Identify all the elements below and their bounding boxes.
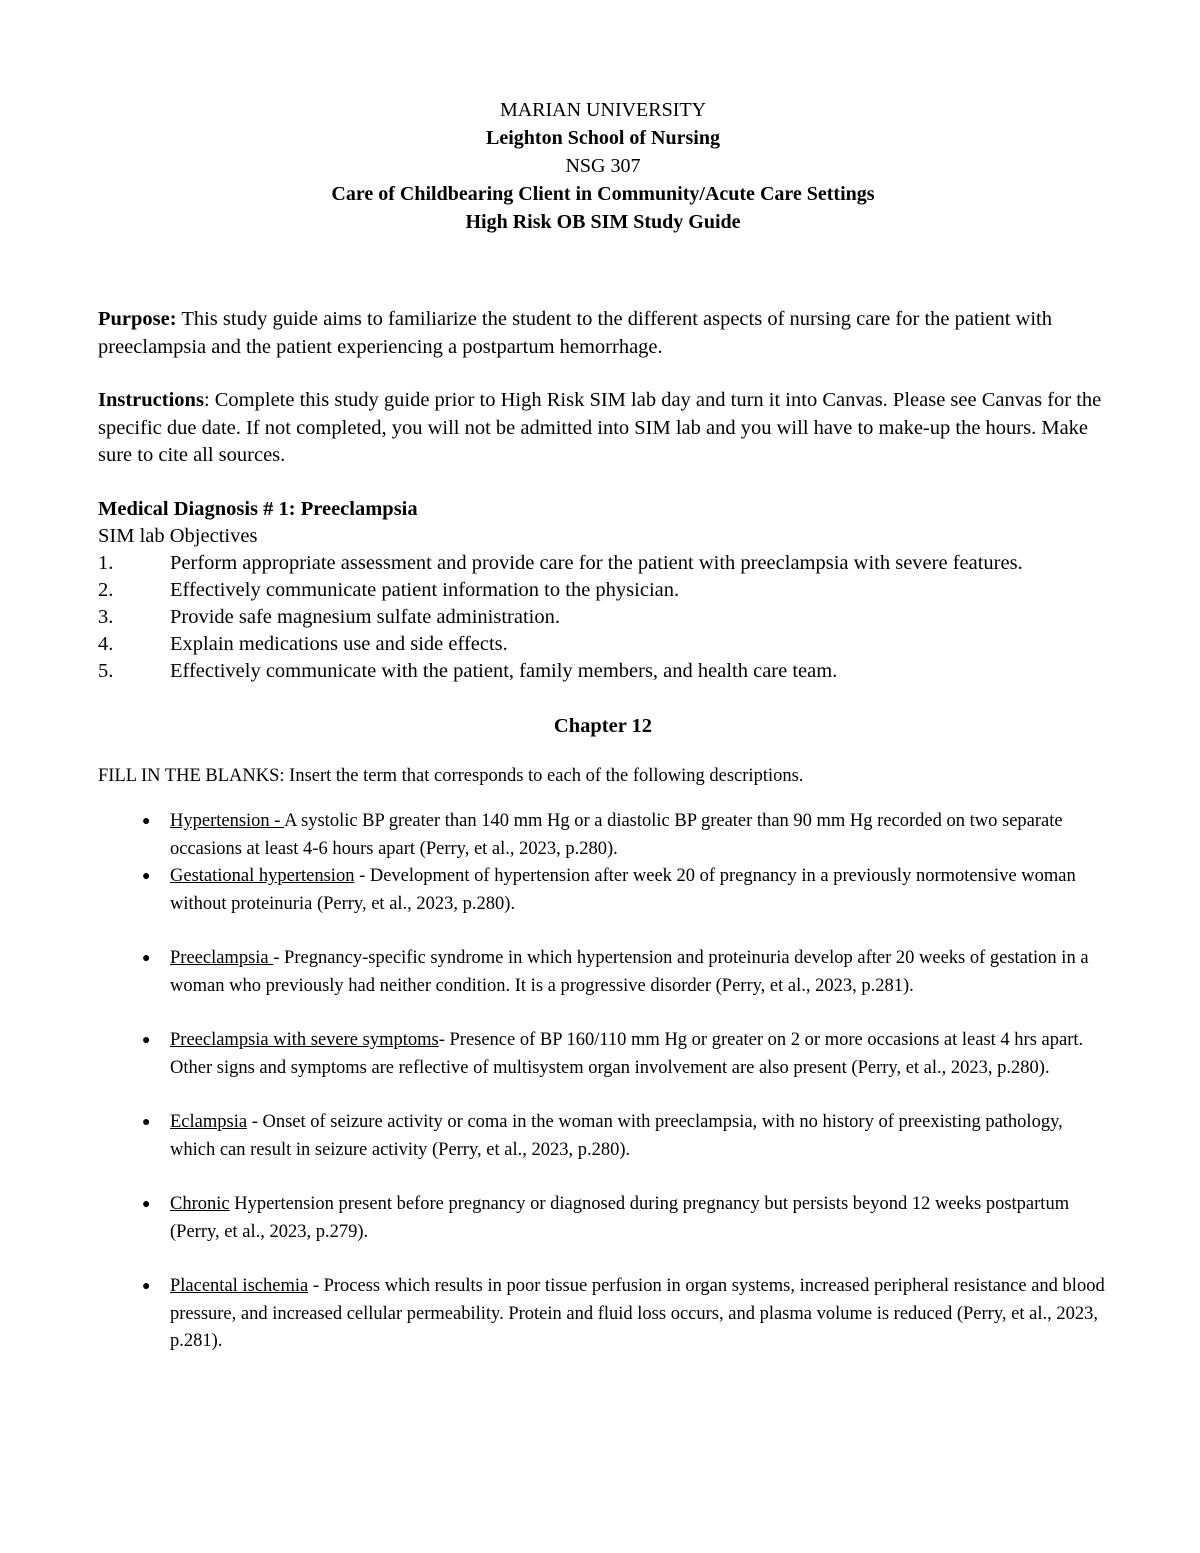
school-name: Leighton School of Nursing [486, 127, 720, 149]
term-item [98, 808, 1108, 863]
objective-text: Effectively communicate patient information to the physician. [170, 579, 680, 601]
bullet-icon: ● [142, 1033, 151, 1048]
objective-text: Perform appropriate assessment and provide care for the patient with preeclampsia with severe features. [170, 552, 1023, 574]
purpose-text: This study guide aims to familiarize the student to the different aspects of nursing care for the patient with preeclampsia and the patient experiencing a postpartum hemorrhage. [98, 308, 1052, 358]
purpose-label: Purpose: [98, 308, 177, 330]
objective-item [98, 604, 1108, 631]
term-answer: Eclampsia [170, 1112, 248, 1132]
instructions-text: : Complete this study guide prior to High Risk SIM lab day and turn it into Canvas. Please see Canvas for the specific due date. If not completed, you will not be admitted into SIM lab and you will have to make-up the hours. Make sure to cite all sources. [98, 389, 1102, 466]
course-code: NSG 307 [565, 155, 641, 177]
objectives-title: SIM lab Objectives [98, 525, 258, 547]
instructions-paragraph [98, 387, 1108, 470]
objective-number: 5. [98, 660, 114, 682]
term-answer: Gestational hypertension [170, 866, 355, 886]
term-item [98, 1273, 1108, 1356]
bullet-icon: ● [142, 1115, 151, 1130]
university-name: MARIAN UNIVERSITY [499, 99, 707, 121]
term-item [98, 1191, 1108, 1246]
bullet-icon: ● [142, 869, 151, 884]
fill-in-instructions: FILL IN THE BLANKS: Insert the term that corresponds to each of the following descriptions. [98, 766, 804, 786]
objective-number: 2. [98, 579, 114, 601]
bullet-icon: ● [142, 1197, 151, 1212]
objective-text: Provide safe magnesium sulfate administration. [170, 606, 560, 628]
terms-list [98, 808, 1108, 1356]
guide-title: High Risk OB SIM Study Guide [465, 211, 741, 233]
term-description: Hypertension present before pregnancy or diagnosed during pregnancy but persists beyond 12 weeks postpartum (Perry, et al., 2023, p.279). [170, 1194, 1070, 1242]
objective-item [98, 550, 1108, 577]
objective-text: Explain medications use and side effects. [170, 633, 508, 655]
term-description: - Development of hypertension after week 20 of pregnancy in a previously normotensive woman without proteinuria (Perry, et al., 2023, p.280). [170, 866, 1076, 914]
objective-item [98, 631, 1108, 658]
term-description: - Presence of BP 160/110 mm Hg or greater on 2 or more occasions at least 4 hrs apart. Other signs and symptoms are reflective of multisystem organ involvement are also present (Perry, et al., 2023, p.280). [170, 1030, 1084, 1078]
term-item [98, 1027, 1108, 1082]
term-item [98, 863, 1108, 918]
bullet-icon: ● [142, 951, 151, 966]
term-description: - Process which results in poor tissue perfusion in organ systems, increased peripheral resistance and blood pressure, and increased cellular permeability. Protein and fluid loss occurs, and plasma volume is reduced (Perry, et al., 2023, p.281). [170, 1276, 1105, 1351]
objective-number: 1. [98, 552, 114, 574]
purpose-paragraph [98, 306, 1108, 361]
document-header [98, 96, 1108, 236]
diagnosis-heading: Medical Diagnosis # 1: Preeclampsia [98, 497, 418, 520]
bullet-icon: ● [142, 1279, 151, 1294]
instructions-label: Instructions [98, 389, 204, 411]
objective-number: 3. [98, 606, 114, 628]
term-answer: Placental ischemia [170, 1276, 309, 1296]
term-answer: Chronic [170, 1194, 230, 1214]
term-description: - Pregnancy-specific syndrome in which hypertension and proteinuria develop after 20 weeks of gestation in a woman who previously had neither condition. It is a progressive disorder (Perry, et al., 2023, p.281). [170, 948, 1089, 996]
term-answer: Preeclampsia with severe symptoms [170, 1030, 439, 1050]
term-item [98, 1109, 1108, 1164]
term-description: A systolic BP greater than 140 mm Hg or a diastolic BP greater than 90 mm Hg recorded on two separate occasions at least 4-6 hours apart (Perry, et al., 2023, p.280). [170, 811, 1063, 859]
objective-item [98, 577, 1108, 604]
term-answer: Preeclampsia [170, 948, 274, 968]
chapter-title: Chapter 12 [553, 715, 653, 737]
term-item [98, 945, 1108, 1000]
term-answer: Hypertension - [170, 811, 285, 831]
objective-text: Effectively communicate with the patient, family members, and health care team. [170, 660, 838, 682]
objectives-list [98, 550, 1108, 685]
term-description: - Onset of seizure activity or coma in the woman with preeclampsia, with no history of preexisting pathology, which can result in seizure activity (Perry, et al., 2023, p.280). [170, 1112, 1063, 1160]
document-page [98, 96, 1108, 1356]
objective-number: 4. [98, 633, 114, 655]
bullet-icon: ● [142, 814, 151, 829]
course-title: Care of Childbearing Client in Community/Acute Care Settings [331, 183, 875, 205]
objective-item [98, 658, 1108, 685]
